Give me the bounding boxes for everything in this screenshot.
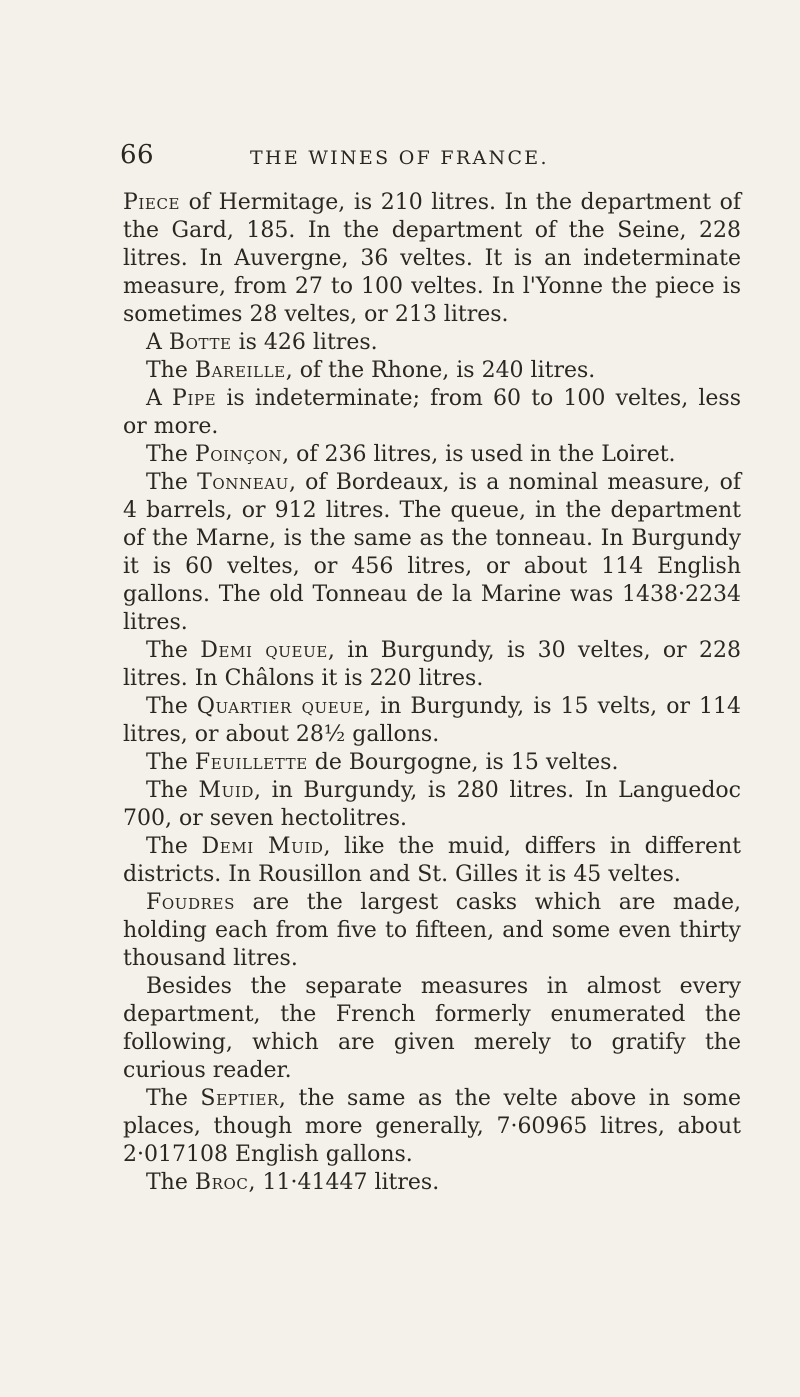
term-poincon: Poinçon — [194, 442, 283, 467]
term-piece: Piece — [123, 190, 181, 215]
paragraph-lead: The — [146, 358, 195, 383]
paragraph-pipe — [123, 385, 741, 441]
paragraph-text: , in Burgundy, is 15 velts, or 114 litres, or about 28½ gallons. — [123, 694, 741, 747]
paragraph-text: de Bourgogne, is 15 veltes. — [307, 750, 619, 775]
paragraph-lead: A — [146, 330, 169, 355]
paragraph-piece — [123, 189, 741, 329]
paragraph-lead: The — [146, 442, 195, 467]
paragraph-text: , in Burgundy, is 30 veltes, or 228 litres. In Châlons it is 220 litres. — [123, 638, 741, 691]
page-number: 66 — [120, 140, 155, 170]
paragraph-lead: The — [146, 1170, 195, 1195]
term-demi-muid: Demi Muid — [201, 834, 324, 859]
running-title: THE WINES OF FRANCE. — [250, 147, 549, 169]
term-feuillette: Feuillette — [194, 750, 308, 775]
paragraph-lead: The — [146, 778, 199, 803]
paragraph-text: , the same as the velte above in some places, though more generally, 7·60965 litres, about 2·017108 English gallons. — [123, 1086, 741, 1167]
paragraph-broc — [123, 1169, 741, 1197]
paragraph-septier — [123, 1085, 741, 1169]
paragraph-text: are the largest casks which are made, holding each from five to fifteen, and some even thirty thousand litres. — [123, 890, 741, 971]
paragraph-text: , like the muid, differs in different districts. In Rousillon and St. Gilles it is 45 veltes. — [123, 834, 741, 887]
paragraph-lead: The — [146, 470, 198, 495]
body-text — [123, 189, 741, 1197]
paragraph-text: of Hermitage, is 210 litres. In the department of the Gard, 185. In the department of the Seine, 228 litres. In Auvergne, 36 veltes. It is an indeterminate measure, from 27 to 100 veltes. In l'Yonne the piece is sometimes 28 veltes, or 213 litres. — [123, 190, 741, 327]
term-foudres: Foudres — [146, 890, 235, 915]
paragraph-botte — [123, 329, 741, 357]
paragraph-poincon — [123, 441, 741, 469]
paragraph-quartier-queue — [123, 693, 741, 749]
paragraph-foudres — [123, 889, 741, 973]
paragraph-text: Besides the separate measures in almost every department, the French formerly enumerated the following, which are given merely to gratify the curious reader. — [123, 974, 741, 1083]
term-botte: Botte — [168, 330, 232, 355]
paragraph-demi-queue — [123, 637, 741, 693]
paragraph-text: , of 236 litres, is used in the Loiret. — [282, 442, 676, 467]
paragraph-demi-muid — [123, 833, 741, 889]
term-bareille: Bareille — [194, 358, 286, 383]
paragraph-lead: The — [146, 694, 197, 719]
paragraph-lead: The — [146, 834, 202, 859]
paragraph-feuillette — [123, 749, 741, 777]
paragraph-text: , in Burgundy, is 280 litres. In Languedoc 700, or seven hectolitres. — [123, 778, 741, 831]
term-tonneau: Tonneau — [197, 470, 289, 495]
term-muid: Muid — [198, 778, 254, 803]
paragraph-text: , of the Rhone, is 240 litres. — [285, 358, 596, 383]
term-pipe: Pipe — [172, 386, 217, 411]
term-broc: Broc — [194, 1170, 249, 1195]
paragraph-besides — [123, 973, 741, 1085]
term-septier: Septier — [200, 1086, 279, 1111]
term-demi-queue: Demi queue — [200, 638, 328, 663]
paragraph-text: , 11·41447 litres. — [248, 1170, 440, 1195]
paragraph-lead: The — [146, 750, 195, 775]
paragraph-bareille — [123, 357, 741, 385]
paragraph-muid — [123, 777, 741, 833]
paragraph-tonneau — [123, 469, 741, 637]
paragraph-text: is 426 litres. — [231, 330, 378, 355]
paragraph-text: is indeterminate; from 60 to 100 veltes, less or more. — [123, 386, 741, 439]
paragraph-lead: The — [146, 1086, 201, 1111]
paragraph-text: , of Bordeaux, is a nominal measure, of 4 barrels, or 912 litres. The queue, in the department of the Marne, is the same as the tonneau. In Burgundy it is 60 veltes, or 456 litres, or about 114 English gallons. The old Tonneau de la Marine was 1438·2234 litres. — [123, 470, 741, 635]
paragraph-lead: The — [146, 638, 201, 663]
term-quartier-queue: Quartier queue — [196, 694, 365, 719]
paragraph-lead: A — [146, 386, 173, 411]
